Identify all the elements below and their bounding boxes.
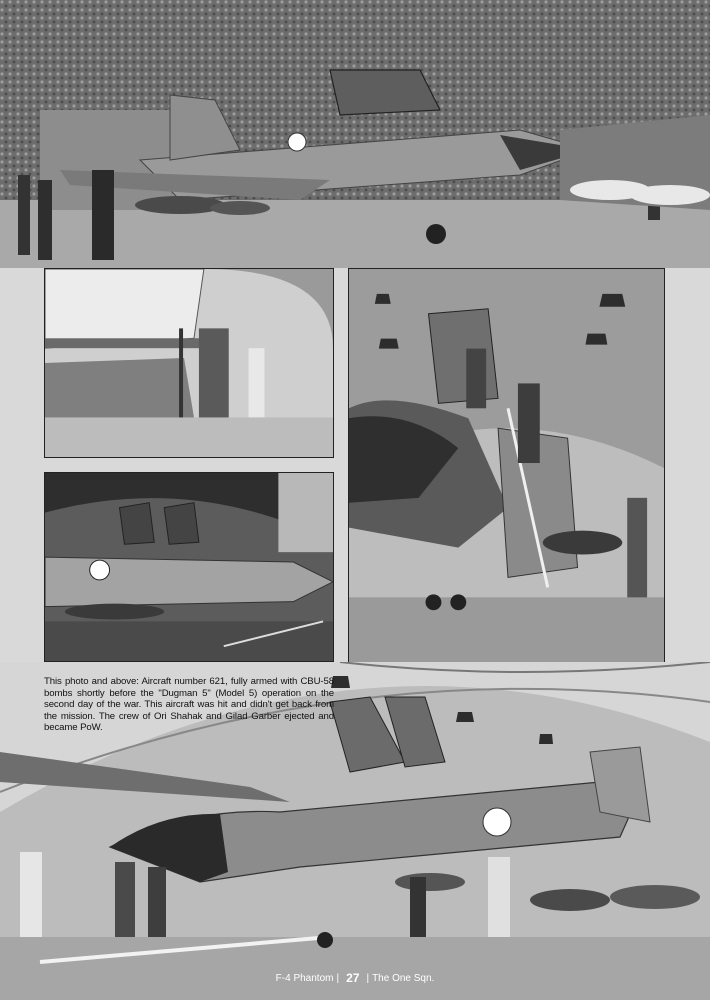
- footer-separator: |: [336, 972, 340, 984]
- footer-title: F-4 Phantom: [275, 972, 334, 984]
- footer-section: The One Sqn.: [372, 972, 435, 984]
- page-number: 27: [346, 971, 360, 985]
- photo-crew-boarding-ladder: [348, 268, 665, 663]
- top-photo-phantom-under-netting: [0, 0, 710, 268]
- footer-separator-2: |: [366, 972, 370, 984]
- page-footer: [0, 967, 710, 989]
- photo-caption: This photo and above: Aircraft number 621, fully armed with CBU-58 bombs shortly before the "Dugman 5" (Model 5) operation on the second day of the war. This aircraft was hit and didn't get back from the mission. The crew of Ori Shahak and Gilad Garber ejected and became PoW.: [44, 676, 334, 734]
- photo-ground-crew-under-wing: [44, 268, 334, 458]
- photo-phantom-in-shelter: [44, 472, 334, 662]
